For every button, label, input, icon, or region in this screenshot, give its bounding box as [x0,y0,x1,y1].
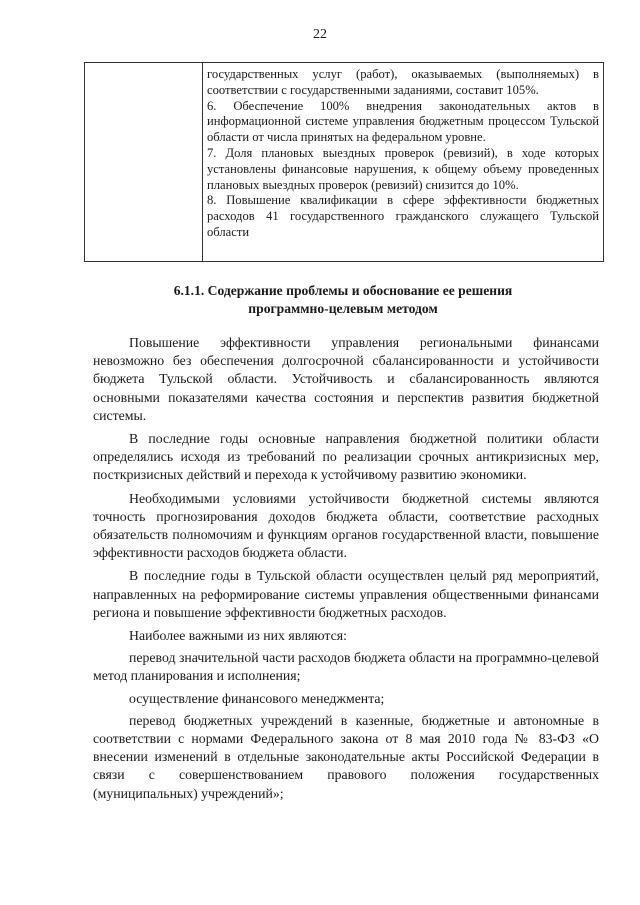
body-paragraph: Наиболее важными из них являются: [129,628,347,644]
table-right-cell [207,67,599,241]
table-cell-text: 6. Обеспечение 100% внедрения законодательных актов в информационной системе управления бюджетным процессом Тульской области от числа принятых на федеральном уровне. [207,98,599,145]
body-paragraph: Повышение эффективности управления региональными финансами невозможно без обеспечения долгосрочной сбалансированности и устойчивости бюджета Тульской области. Устойчивость и сбалансированность являются основными показателями качества состояния и перспектив развития бюджетной системы. [93,335,599,423]
body-paragraph: В последние годы основные направления бюджетной политики области определялись исходя из требований по реализации срочных антикризисных мер, посткризисных действий и перехода к устойчивому развитию экономики. [93,431,599,483]
body-paragraph: перевод значительной части расходов бюджета области на программно-целевой метод планирования и исполнения; [93,650,599,684]
table-cell-text: 7. Доля плановых выездных проверок (ревизий), в ходе которых установлены финансовые нарушения, к общему объему проведенных плановых выездных проверок (ревизий) снизится до 10%. [207,145,599,192]
body-paragraph: осуществление финансового менеджмента; [129,690,385,706]
table-left-cell [85,63,203,261]
body-paragraph: Необходимыми условиями устойчивости бюджетной системы являются точность прогнозирования доходов бюджета области, соответствие расходных обязательств полномочиям и функциям органов государственной власти, повышение эффективности расходов бюджета области. [93,490,599,561]
section-heading-line: программно-целевым методом [248,301,438,316]
body-paragraph: В последние годы в Тульской области осуществлен целый ряд мероприятий, направленных на реформирование системы управления общественными финансами региона и повышение эффективности бюджетных расходов. [93,568,599,620]
table-cell-text: 8. Повышение квалификации в сфере эффективности бюджетных расходов 41 государственного гражданского служащего Тульской области [207,193,599,239]
section-heading [90,282,596,318]
section-heading-line: 6.1.1. Содержание проблемы и обоснование ее решения [173,283,513,298]
table-fragment [84,62,604,262]
body-paragraph: перевод бюджетных учреждений в казенные, бюджетные и автономные в соответствии с нормами Федерального закона от 8 мая 2010 года № 83-ФЗ «О внесении изменений в отдельные законодательные акты Российской Федерации в связи с совершенствованием правового положения государственных (муниципальных) учреждений»; [93,712,599,801]
table-cell-text: государственных услуг (работ), оказываемых (выполняемых) в соответствии с государственными заданиями, составит 105%. [207,67,599,97]
section-body [93,334,599,803]
page-number: 22 [313,27,327,42]
